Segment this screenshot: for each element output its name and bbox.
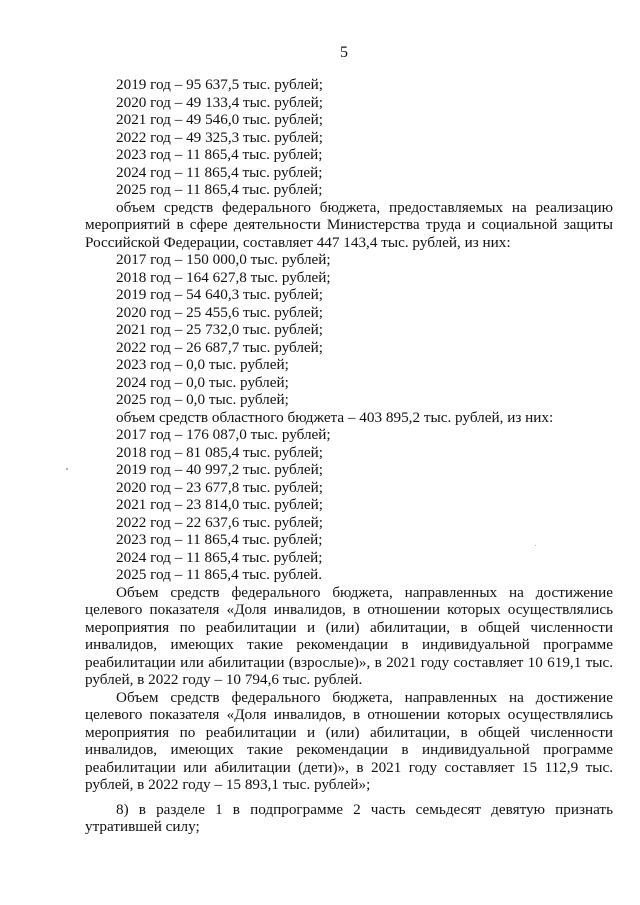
document-body: [85, 76, 613, 836]
year-line: 2019 год – 54 640,3 тыс. рублей;: [116, 286, 324, 303]
page-number: 5: [340, 44, 348, 61]
year-line: 2024 год – 0,0 тыс. рублей;: [116, 373, 289, 391]
year-line: 2024 год – 11 865,4 тыс. рублей;: [116, 163, 323, 181]
regional-funding-heading: объем средств областного бюджета – 403 895,2 тыс. рублей, из них:: [116, 408, 554, 426]
year-line: 2018 год – 81 085,4 тыс. рублей;: [116, 443, 324, 461]
year-line: 2020 год – 25 455,6 тыс. рублей;: [116, 303, 324, 321]
year-line: 2017 год – 176 087,0 тыс. рублей;: [116, 426, 331, 443]
year-line: 2022 год – 22 637,6 тыс. рублей;: [116, 513, 324, 531]
year-line: 2022 год – 26 687,7 тыс. рублей;: [116, 338, 324, 356]
year-line: 2025 год – 11 865,4 тыс. рублей.: [116, 566, 323, 583]
year-list-total: [85, 76, 613, 199]
year-line: 2025 год – 0,0 тыс. рублей;: [116, 391, 289, 408]
year-line: 2017 год – 150 000,0 тыс. рублей;: [116, 251, 331, 268]
scan-speck: [66, 468, 68, 470]
year-line: 2025 год – 11 865,4 тыс. рублей;: [116, 181, 323, 198]
year-line: 2023 год – 11 865,4 тыс. рублей;: [116, 531, 323, 548]
year-line: 2021 год – 25 732,0 тыс. рублей;: [116, 321, 324, 338]
year-line: 2021 год – 49 546,0 тыс. рублей;: [116, 111, 324, 128]
year-line: 2020 год – 23 677,8 тыс. рублей;: [116, 478, 324, 496]
indicator-paragraph-children: Объем средств федерального бюджета, направленных на достижение целевого показателя «Доля инвалидов, в отношении которых осуществлялись мероприятия по реабилитации и (или) абилитации, в общей численности инвалидов, имеющих такие рекомендации в индивидуальной программе реабилитации или абилитации (дети)», в 2021 году составляет 15 112,9 тыс. рублей, в 2022 году – 15 893,1 тыс. рублей»;: [85, 688, 613, 793]
year-line: 2020 год – 49 133,4 тыс. рублей;: [116, 93, 324, 111]
year-list-federal: [85, 251, 613, 409]
scan-speck: [535, 545, 536, 546]
year-list-regional: [85, 426, 613, 584]
year-line: 2023 год – 0,0 тыс. рублей;: [116, 356, 289, 373]
year-line: 2019 год – 95 637,5 тыс. рублей;: [116, 76, 324, 93]
amendment-item-8: 8) в разделе 1 в подпрограмме 2 часть семьдесят девятую признать утратившей силу;: [85, 800, 613, 835]
year-line: 2021 год – 23 814,0 тыс. рублей;: [116, 496, 324, 513]
year-line: 2019 год – 40 997,2 тыс. рублей;: [116, 461, 324, 478]
federal-funding-paragraph: объем средств федерального бюджета, предоставляемых на реализацию мероприятий в сфере деятельности Министерства труда и социальной защиты Российской Федерации, составляет 447 143,4 тыс. рублей, из них:: [85, 198, 613, 251]
year-line: 2023 год – 11 865,4 тыс. рублей;: [116, 146, 323, 163]
indicator-paragraph-adults: Объем средств федерального бюджета, направленных на достижение целевого показателя «Доля инвалидов, в отношении которых осуществлялись мероприятия по реабилитации и (или) абилитации, в общей численности инвалидов, имеющих такие рекомендации в индивидуальной программе реабилитации или абилитации (взрослые)», в 2021 году составляет 10 619,1 тыс. рублей, в 2022 году – 10 794,6 тыс. рублей.: [85, 583, 613, 688]
year-line: 2018 год – 164 627,8 тыс. рублей;: [116, 268, 331, 286]
year-line: 2022 год – 49 325,3 тыс. рублей;: [116, 128, 324, 146]
year-line: 2024 год – 11 865,4 тыс. рублей;: [116, 548, 323, 566]
